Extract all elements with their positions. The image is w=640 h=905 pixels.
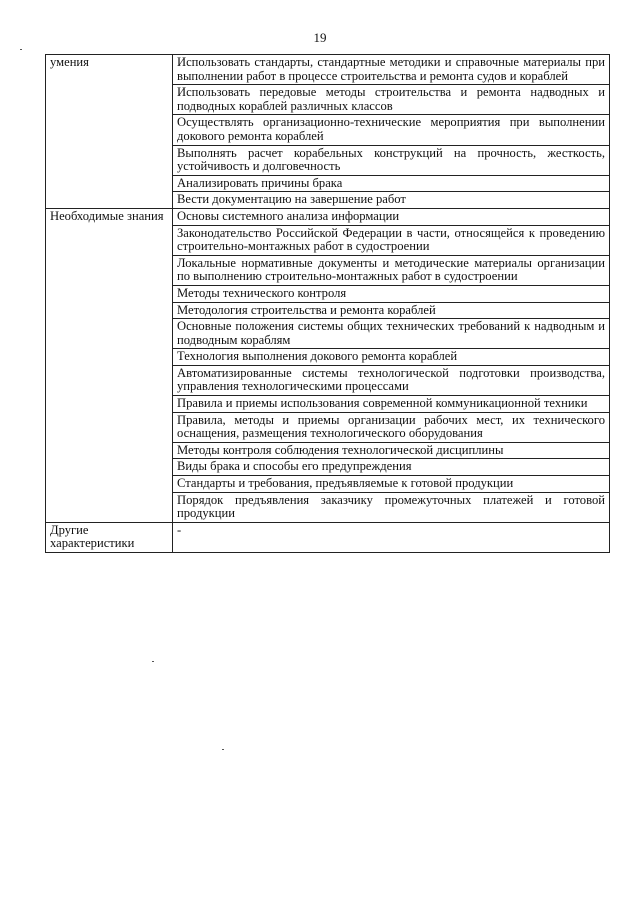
section-item: Осуществлять организационно-технические мероприятия при выполнении докового ремонта кораблей xyxy=(173,115,610,145)
section-item: Методология строительства и ремонта кораблей xyxy=(173,302,610,319)
table-row xyxy=(46,55,610,85)
section-item: Законодательство Российской Федерации в части, относящейся к проведению строительно-монтажных работ в судостроении xyxy=(173,225,610,255)
section-label: умения xyxy=(46,55,173,209)
scan-speck xyxy=(20,49,22,50)
section-item: Порядок предъявления заказчику промежуточных платежей и готовой продукции xyxy=(173,492,610,522)
section-item: Правила, методы и приемы организации рабочих мест, их технического оснащения, размещения технологического оборудования xyxy=(173,412,610,442)
section-item: Методы технического контроля xyxy=(173,285,610,302)
requirements-table xyxy=(45,54,610,553)
page-number: 19 xyxy=(313,30,327,45)
scan-speck xyxy=(222,749,224,750)
section-item: Основные положения системы общих технических требований к надводным и подводным кораблям xyxy=(173,319,610,349)
section-item: Технология выполнения докового ремонта кораблей xyxy=(173,349,610,366)
section-item: Виды брака и способы его предупреждения xyxy=(173,459,610,476)
requirements-table-body xyxy=(46,55,610,553)
section-item: Основы системного анализа информации xyxy=(173,208,610,225)
section-item: Использовать стандарты, стандартные методики и справочные материалы при выполнении работ в процессе строительства и ремонта судов и кораблей xyxy=(173,55,610,85)
section-item: Анализировать причины брака xyxy=(173,175,610,192)
section-item: Стандарты и требования, предъявляемые к готовой продукции xyxy=(173,476,610,493)
section-item: Методы контроля соблюдения технологической дисциплины xyxy=(173,442,610,459)
section-item: Вести документацию на завершение работ xyxy=(173,192,610,209)
table-row xyxy=(46,522,610,552)
section-item: Автоматизированные системы технологической подготовки производства, управления технологическими процессами xyxy=(173,365,610,395)
section-item: Выполнять расчет корабельных конструкций на прочность, жесткость, устойчивость и долговечность xyxy=(173,145,610,175)
scan-speck xyxy=(152,661,154,662)
section-item: Использовать передовые методы строительства и ремонта надводных и подводных кораблей различных классов xyxy=(173,85,610,115)
section-item: - xyxy=(173,522,610,552)
section-item: Локальные нормативные документы и методические материалы организации по выполнению строительно-монтажных работ в судостроении xyxy=(173,255,610,285)
section-item: Правила и приемы использования современной коммуникационной техники xyxy=(173,396,610,413)
section-label: Необходимые знания xyxy=(46,208,173,522)
section-label: Другие характеристики xyxy=(46,522,173,552)
table-row xyxy=(46,208,610,225)
